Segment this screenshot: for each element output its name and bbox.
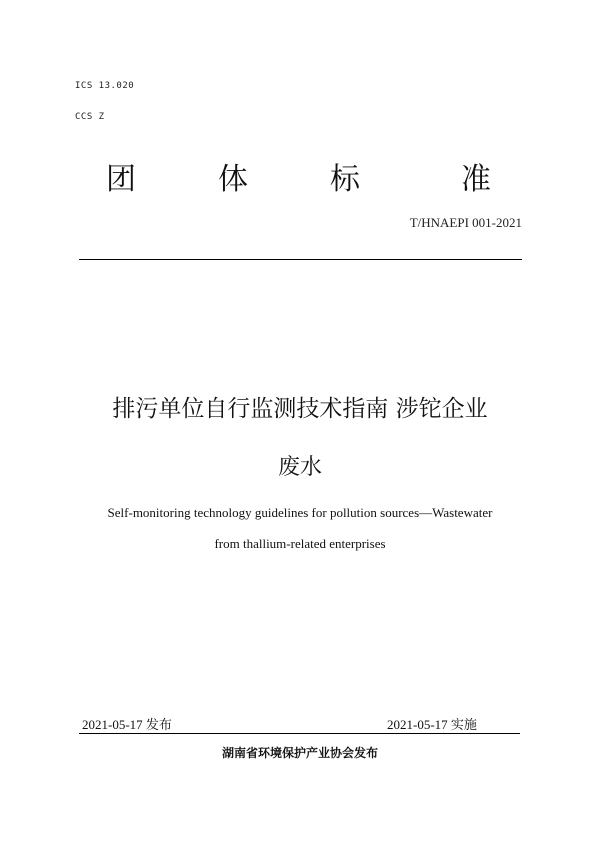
english-title-line-2: from thallium-related enterprises xyxy=(214,536,386,551)
standard-number: T/HNAEPI 001-2021 xyxy=(409,215,522,230)
top-divider xyxy=(79,259,522,260)
publish-date: 2021-05-17 发布 xyxy=(82,717,172,732)
implement-date: 2021-05-17 实施 xyxy=(387,717,477,732)
category-char-2: 体 xyxy=(218,162,248,197)
ccs-code: CCS Z xyxy=(75,112,105,122)
chinese-title-line-1: 排污单位自行监测技术指南 涉铊企业 xyxy=(112,396,488,422)
category-char-1: 团 xyxy=(106,162,136,197)
publisher: 湖南省环境保护产业协会发布 xyxy=(221,746,378,760)
bottom-divider xyxy=(79,733,520,734)
category-char-4: 准 xyxy=(461,162,491,197)
english-title-line-1: Self-monitoring technology guidelines for pollution sources—Wastewater xyxy=(107,505,493,520)
ics-code: ICS 13.020 xyxy=(75,81,135,91)
chinese-title-line-2: 废水 xyxy=(277,455,322,480)
category-char-3: 标 xyxy=(330,162,360,197)
